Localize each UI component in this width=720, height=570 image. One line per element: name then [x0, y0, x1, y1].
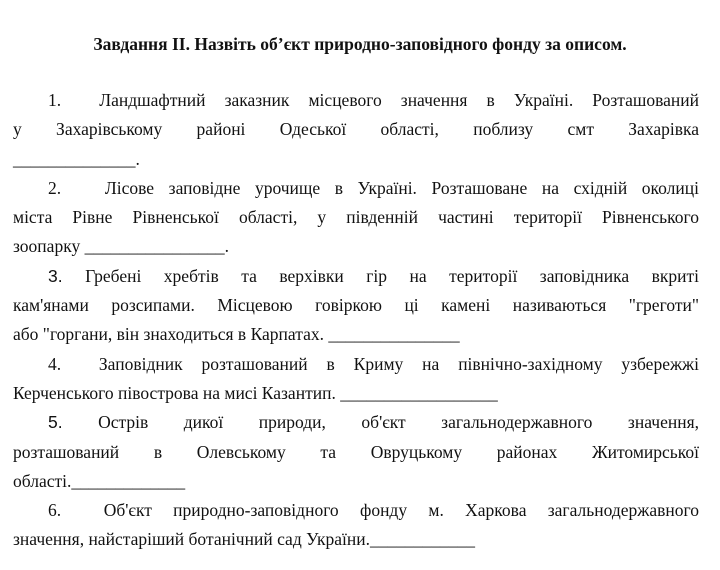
question-4-text-a: Заповідник розташований в Криму на північно-західному узбережжі — [98, 353, 700, 374]
question-2-number: 2. — [48, 177, 62, 198]
question-3-number: 3. — [48, 265, 63, 286]
question-1-number: 1. — [48, 90, 62, 110]
question-5-line-1 — [13, 408, 699, 437]
question-1-text-a: Ландшафтний заказник місцевого значення в Україні. Розташований — [99, 90, 699, 110]
question-item-3 — [13, 262, 699, 350]
question-item-5 — [13, 408, 699, 496]
question-2-line-1 — [13, 174, 699, 203]
question-5-number: 5. — [48, 412, 63, 433]
question-3-answer-blank: або "горгани, він знаходиться в Карпатах. _______________ — [13, 324, 460, 345]
question-6-line-1 — [13, 496, 699, 525]
question-4-number: 4. — [48, 353, 62, 374]
question-item-2 — [13, 174, 699, 262]
question-list — [13, 86, 699, 555]
question-6-number: 6. — [48, 500, 62, 521]
question-2-line-2: міста Рівне Рівненської області, у південній частині території Рівненського — [13, 207, 699, 228]
question-3-line-1 — [13, 262, 699, 291]
question-6-answer-blank: значення, найстаріший ботанічний сад України.____________ — [13, 529, 475, 550]
question-6-text-a: Об'єкт природно-заповідного фонду м. Харкова загальнодержавного — [103, 500, 700, 521]
question-item-1 — [13, 86, 699, 174]
question-item-6 — [13, 496, 699, 555]
question-3-text-a: Гребені хребтів та верхівки гір на території заповідника вкриті — [85, 265, 700, 286]
question-5-text-a: Острів дикої природи, об'єкт загальнодержавного значення, — [98, 412, 699, 433]
question-4-line-1 — [13, 350, 699, 379]
task-heading: Завдання II. Назвіть об’єкт природно-заповідного фонду за описом. — [93, 34, 627, 54]
question-2-text-a: Лісове заповідне урочище в Україні. Розташоване на східній околиці — [104, 177, 700, 198]
question-5-answer-blank: області._____________ — [13, 470, 186, 491]
question-5-line-2: розташований в Олевському та Овруцькому районах Житомирської — [13, 441, 699, 462]
question-2-answer-blank: зоопарку ________________. — [13, 236, 229, 257]
question-item-4 — [13, 350, 699, 409]
question-1-answer-blank: ______________. — [13, 148, 140, 169]
question-1-line-2: у Захарівському районі Одеської області, поблизу смт Захарівка — [13, 119, 699, 140]
question-4-answer-blank: Керченського півострова на мисі Казантип. __________________ — [13, 382, 498, 403]
question-3-line-2: кам'янами розсипами. Місцевою говіркою ці камені називаються "греготи" — [13, 295, 699, 316]
question-1-line-1 — [13, 86, 699, 115]
